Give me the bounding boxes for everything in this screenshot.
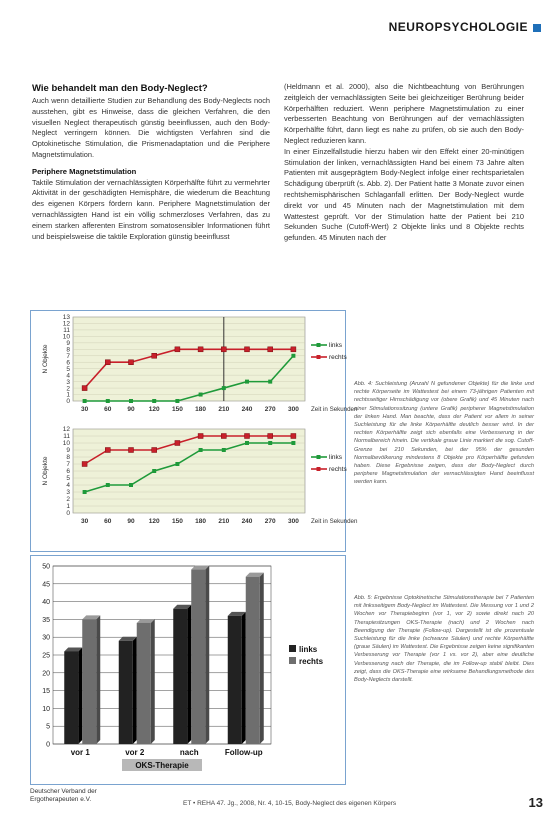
- data-point-links: [199, 448, 203, 452]
- data-point-rechts: [291, 434, 296, 439]
- bar-side-links: [242, 612, 246, 744]
- x-tick-label: 60: [104, 518, 112, 525]
- data-point-rechts: [175, 347, 180, 352]
- x-tick-label: vor 1: [70, 748, 90, 757]
- subheading: Periphere Magnetstimulation: [32, 166, 137, 176]
- y-tick-label: 10: [62, 333, 70, 341]
- data-point-links: [222, 448, 226, 452]
- plot-area: [73, 317, 305, 401]
- data-point-links: [106, 399, 110, 403]
- bar-chart-box: [30, 555, 346, 785]
- bar-side-rechts: [205, 566, 209, 744]
- data-point-rechts: [198, 347, 203, 352]
- left-column: [32, 82, 270, 242]
- data-point-links: [152, 469, 156, 473]
- x-tick-label: 210: [218, 406, 230, 413]
- section-title: NEUROPSYCHOLOGIE: [388, 20, 528, 34]
- line-chart-2: [42, 426, 358, 525]
- x-tick-label: 150: [171, 406, 183, 413]
- bar-side-links: [133, 637, 137, 744]
- y-tick-label: 6: [66, 468, 70, 476]
- data-point-links: [83, 399, 87, 403]
- y-tick-label: 11: [63, 327, 70, 335]
- data-point-links: [199, 393, 203, 397]
- line-chart-1: [42, 314, 358, 413]
- y-tick-label: 9: [66, 340, 70, 348]
- data-point-rechts: [152, 448, 157, 453]
- legend-swatch-rechts: [289, 657, 296, 664]
- y-tick-label: 3: [66, 489, 70, 497]
- data-point-links: [175, 462, 179, 466]
- y-tick-label: 7: [66, 352, 70, 360]
- bar-chart: [42, 564, 323, 772]
- legend-marker-links: [317, 455, 321, 459]
- x-tick-label: 270: [264, 518, 276, 525]
- footer-citation: ET • REHA 47. Jg., 2008, Nr. 4, 10-15, Body-Neglect des eigenen Körpers: [183, 800, 397, 807]
- figure-caption-1: Abb. 4: Suchleistung (Anzahl N gefundener Objekte) für die linke und rechte Körperseite im Wattestest bei einem 73-jährigen Patienten mit rechtsseitiger Hirnschädigung vor (obere Grafik) und 45 Minuten nach einer Stimulationssitzung (untere Grafik) peripherer Magnetstimulation der linken Hand. Man beachte, dass der Patient vor allem in seiner Suchleistung für die linke Körperhälfte deutlich besser wird. In der rechten Körperhälfte zeigt sich ebenfalls eine Verbesserung in der Normalbereich hinein. Die vertikale graue Linie markiert die sog. Cutoff-Grenze bei 210 Sekunden, bei der 95% der gesunden Normalbevölkerung mindestens 8 Objekte pro Körperhälfte gefunden haben. Diese Ergebnisse zeigen, dass der Body-Neglect durch periphere Magnetstimulation der vernachlässigten Hand beeinflusst werden kann.: [354, 381, 534, 486]
- x-tick-label: 180: [195, 518, 207, 525]
- x-tick-label: vor 2: [125, 748, 145, 757]
- data-point-rechts: [82, 386, 87, 391]
- legend-label-rechts: rechts: [329, 466, 347, 474]
- x-tick-label: 240: [241, 518, 253, 525]
- data-point-rechts: [129, 448, 134, 453]
- legend-marker-rechts: [317, 355, 321, 359]
- data-point-rechts: [129, 360, 134, 365]
- bar-links: [173, 609, 187, 744]
- data-point-links: [152, 399, 156, 403]
- data-point-rechts: [82, 462, 87, 467]
- x-axis-label: OKS-Therapie: [135, 761, 189, 770]
- bar-rechts: [137, 623, 151, 744]
- y-tick-label: 0: [66, 398, 70, 406]
- legend-label-links: links: [329, 342, 343, 350]
- data-point-links: [175, 399, 179, 403]
- y-tick-label: 1: [66, 503, 70, 511]
- y-tick-label: 4: [66, 372, 70, 380]
- y-tick-label: 20: [42, 670, 50, 678]
- y-tick-label: 2: [66, 496, 70, 504]
- y-tick-label: 35: [42, 616, 50, 624]
- footer-org-line1: Deutscher Verband der: [30, 788, 97, 795]
- data-point-links: [129, 399, 133, 403]
- legend-label-links: links: [329, 454, 343, 462]
- bar-chart-svg: [31, 556, 345, 784]
- section-header: [389, 20, 541, 34]
- data-point-rechts: [245, 347, 250, 352]
- x-tick-label: nach: [179, 748, 199, 757]
- figure-caption-2: Abb. 5: Ergebnisse Optokinetische Stimulationstherapie bei 7 Patienten mit linksseitigem Body-Neglect im Wattestest. Die Messung vor 1 und 2 Wochen vor Therapiebeginn (vor 1, vor 2) sowie direkt nach 20 Therapiesitzungen OKS-Therapie (nach) und 2 Wochen nach Beendigung der Therapie (Follow-up). Dargestellt ist die prozentuale Suchleistung für die linke (schwarze Säulen) und rechte Körperhälfte (graue Säulen) im Wattestest. Die Ergebnisse zeigen keine signifikanten Verbesserung vor Therapie (vor 1 vs. vor 2), aber eine deutliche Verbesserung nach der Therapie, die im Follow-up stabil bleibt. Dies zeigt, dass die OKS-Therapie eine wirksame Behandlungsmethode des Body-Neglects darstellt.: [354, 595, 534, 684]
- y-tick-label: 10: [62, 440, 70, 448]
- y-tick-label: 0: [46, 741, 50, 749]
- x-axis-label: Zeit in Sekunden: [311, 518, 358, 525]
- y-tick-label: 12: [62, 426, 70, 434]
- x-tick-label: 90: [127, 518, 135, 525]
- x-tick-label: 60: [104, 406, 112, 413]
- x-tick-label: 180: [195, 406, 207, 413]
- data-point-rechts: [245, 434, 250, 439]
- x-tick-label: 300: [287, 406, 299, 413]
- footer-organization: [30, 788, 97, 804]
- page-number: 13: [528, 795, 543, 810]
- x-tick-label: 30: [80, 406, 89, 413]
- data-point-links: [245, 441, 249, 445]
- x-tick-label: 300: [287, 518, 299, 525]
- bar-side-rechts: [151, 619, 155, 744]
- data-point-links: [129, 483, 133, 487]
- y-tick-label: 8: [66, 454, 70, 462]
- bar-rechts: [82, 619, 96, 744]
- data-point-rechts: [221, 434, 226, 439]
- data-point-links: [291, 354, 295, 358]
- y-tick-label: 11: [63, 433, 70, 441]
- y-tick-label: 25: [42, 652, 50, 660]
- y-axis-label: N Objekte: [42, 456, 49, 486]
- y-tick-label: 9: [66, 447, 70, 455]
- data-point-links: [291, 441, 295, 445]
- x-tick-label: 150: [171, 518, 183, 525]
- right-column: [284, 82, 524, 244]
- y-tick-label: 7: [66, 461, 70, 469]
- data-point-rechts: [221, 347, 226, 352]
- y-tick-label: 1: [66, 391, 70, 399]
- x-tick-label: 30: [80, 518, 89, 525]
- data-point-links: [268, 380, 272, 384]
- y-tick-label: 2: [66, 385, 70, 393]
- bar-rechts: [246, 577, 260, 744]
- right-paragraph-1: (Heldmann et al. 2000), also die Nichtbeachtung von Berührungen zeitgleich der vernachlässigten Seite bei gleichzeitiger Berührung beider Körperhälften reduziert. Wenn periphere Magnetstimulation zu einer verbesserten Beachtung von Berührungen auf der vernachlässigten Körperhälfte führt, dann liegt es nahe zu prüfen, ob sie auch den Body-Neglect reduzieren kann.: [284, 82, 524, 145]
- bar-side-rechts: [260, 573, 264, 744]
- data-point-rechts: [152, 353, 157, 358]
- left-paragraph-2: Taktile Stimulation der vernachlässigten Körperhälfte führt zu vermehrter Aktivität in der geschädigten Hemisphäre, die wiederum die Beachtung des eigenen Körpers fördern kann. Periphere Magnetstimulation der vernachlässigten Hand ist ein völlig schmerzloses Verfahren, das zu einem starken afferenten Einstrom somatosensibler Informationen führt und beispielsweise die taktile Exploration günstig beeinflusst: [32, 177, 270, 241]
- data-point-links: [245, 380, 249, 384]
- x-axis-label: Zeit in Sekunden: [311, 406, 358, 413]
- y-tick-label: 13: [62, 314, 70, 322]
- x-tick-label: 120: [148, 518, 160, 525]
- line-charts-svg: [31, 311, 358, 551]
- footer-org-line2: Ergotherapeuten e.V.: [30, 796, 92, 803]
- y-tick-label: 5: [66, 365, 70, 373]
- bar-rechts: [191, 570, 205, 744]
- y-axis-label: N Objekte: [42, 344, 49, 374]
- y-tick-label: 6: [66, 359, 70, 367]
- y-tick-label: 40: [42, 599, 50, 607]
- x-tick-label: 210: [218, 518, 230, 525]
- section-marker-icon: [533, 24, 541, 32]
- left-paragraph-1: Auch wenn detaillierte Studien zur Behandlung des Body-Neglects noch ausstehen, gibt es Hinweise, dass die gleichen Verfahren, die den visuellen Neglect therapeutisch günstig beeinflussen, auch den Body-Neglect verringern können. Die wichtigsten Verfahren sind die Optokinetische Stimulation, die Prismenadaptation und die Periphere Magnetstimulation.: [32, 96, 270, 159]
- y-tick-label: 8: [66, 346, 70, 354]
- x-tick-label: 270: [264, 406, 276, 413]
- y-tick-label: 30: [42, 634, 50, 642]
- data-point-links: [222, 386, 226, 390]
- data-point-links: [106, 483, 110, 487]
- x-tick-label: Follow-up: [224, 748, 263, 757]
- x-tick-label: 90: [127, 406, 135, 413]
- legend-marker-rechts: [317, 467, 321, 471]
- bar-links: [64, 651, 78, 744]
- bar-side-links: [187, 605, 191, 744]
- data-point-links: [83, 490, 87, 494]
- data-point-rechts: [105, 448, 110, 453]
- y-tick-label: 15: [42, 688, 50, 696]
- line-charts-box: [30, 310, 358, 552]
- legend-marker-links: [317, 343, 321, 347]
- x-tick-label: 120: [148, 406, 160, 413]
- data-point-rechts: [105, 360, 110, 365]
- legend-label-rechts: rechts: [299, 657, 324, 666]
- y-tick-label: 12: [62, 320, 70, 328]
- article-heading: Wie behandelt man den Body-Neglect?: [32, 83, 208, 94]
- y-tick-label: 5: [66, 475, 70, 483]
- data-point-rechts: [291, 347, 296, 352]
- bar-side-links: [78, 647, 82, 744]
- bar-links: [119, 641, 133, 744]
- y-tick-label: 3: [66, 378, 70, 386]
- data-point-rechts: [175, 441, 180, 446]
- legend-swatch-links: [289, 645, 296, 652]
- legend-label-links: links: [299, 645, 318, 654]
- y-tick-label: 0: [66, 510, 70, 518]
- legend-label-rechts: rechts: [329, 354, 347, 362]
- x-tick-label: 240: [241, 406, 253, 413]
- bar-side-rechts: [96, 615, 100, 744]
- y-tick-label: 50: [42, 563, 50, 571]
- y-tick-label: 45: [42, 581, 50, 589]
- y-tick-label: 10: [42, 705, 50, 713]
- data-point-rechts: [268, 347, 273, 352]
- bar-links: [228, 616, 242, 744]
- y-tick-label: 5: [46, 723, 50, 731]
- right-paragraph-2: In einer Einzelfallstudie hierzu haben wir den Effekt einer 20-minütigen Stimulation der linken, vernachlässigten Hand bei einem 73 Jahre alten Patienten mit ausgeprägtem Body-Neglect infolge einer rechtsparietalen Schädigung überprüft (s. Abb. 2). Der Patient hatte 3 Monate zuvor einen rechtshemisphärischen Schlaganfall erlitten. Der Body-Neglect wurde direkt vor und 45 Minuten nach der Magnetstimulation mit dem Wattestest geprüft. Vor der Stimulation hatte der Patient bei 210 Sekunden Suche (Cutoff-Wert) 2 Objekte links und 8 Objekte rechts gefunden. 45 Minuten nach der: [284, 146, 524, 243]
- y-tick-label: 4: [66, 482, 70, 490]
- data-point-links: [268, 441, 272, 445]
- data-point-rechts: [268, 434, 273, 439]
- data-point-rechts: [198, 434, 203, 439]
